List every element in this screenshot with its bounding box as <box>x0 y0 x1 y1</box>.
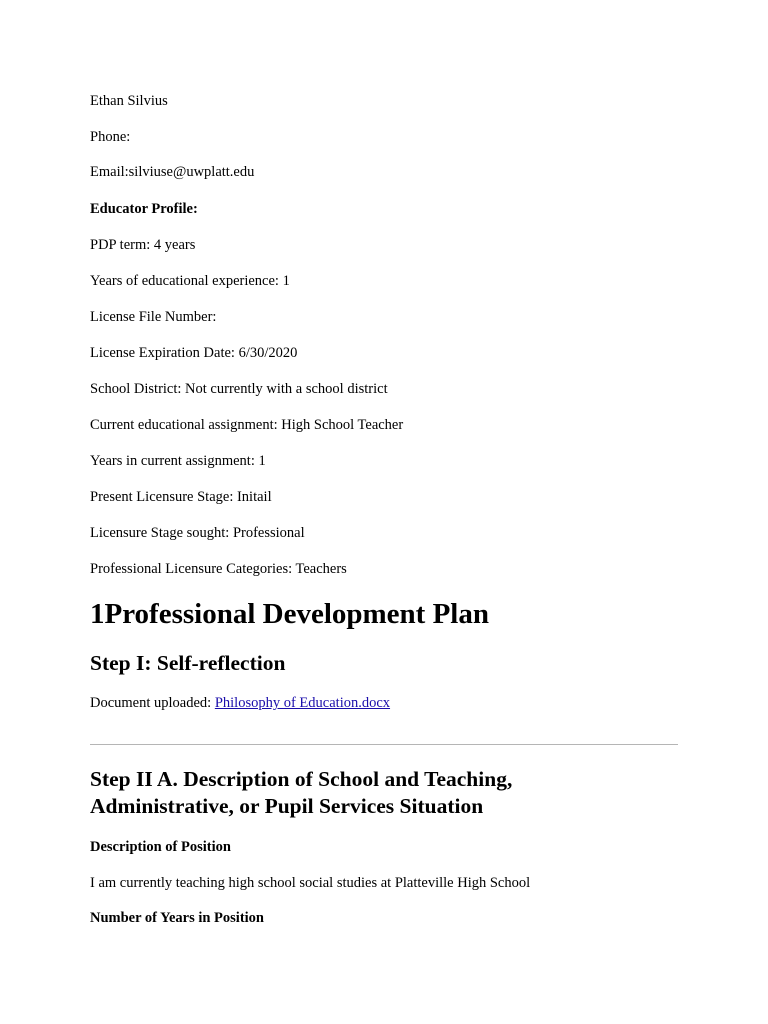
educator-profile-heading: Educator Profile: <box>90 201 198 217</box>
profile-present-stage: Present Licensure Stage: Initail <box>90 489 272 505</box>
profile-stage-sought: Licensure Stage sought: Professional <box>90 525 305 541</box>
document-uploaded-line <box>90 694 390 712</box>
description-of-position-heading: Description of Position <box>90 839 231 855</box>
step1-heading: Step I: Self-reflection <box>90 651 286 675</box>
step2a-heading: Step II A. Description of School and Teaching, Administrative, or Pupil Services Situation <box>90 767 513 818</box>
profile-pdp-term: PDP term: 4 years <box>90 237 196 253</box>
profile-license-expiration: License Expiration Date: 6/30/2020 <box>90 345 298 361</box>
contact-email: Email:silviuse@uwplatt.edu <box>90 164 255 180</box>
contact-name: Ethan Silvius <box>90 93 168 109</box>
profile-years-experience: Years of educational experience: 1 <box>90 273 290 289</box>
number-of-years-heading: Number of Years in Position <box>90 910 264 926</box>
description-of-position-text: I am currently teaching high school social studies at Platteville High School <box>90 875 531 891</box>
document-uploaded-label: Document uploaded: <box>90 695 215 711</box>
profile-current-assignment: Current educational assignment: High School Teacher <box>90 417 404 433</box>
philosophy-document-link[interactable]: Philosophy of Education.docx <box>214 695 391 711</box>
profile-years-in-assignment: Years in current assignment: 1 <box>90 453 266 469</box>
horizontal-divider <box>90 744 678 745</box>
profile-license-file-number: License File Number: <box>90 309 217 325</box>
profile-licensure-categories: Professional Licensure Categories: Teachers <box>90 561 347 577</box>
profile-school-district: School District: Not currently with a school district <box>90 381 388 397</box>
plan-title: 1Professional Development Plan <box>90 598 489 630</box>
contact-phone: Phone: <box>90 129 131 145</box>
